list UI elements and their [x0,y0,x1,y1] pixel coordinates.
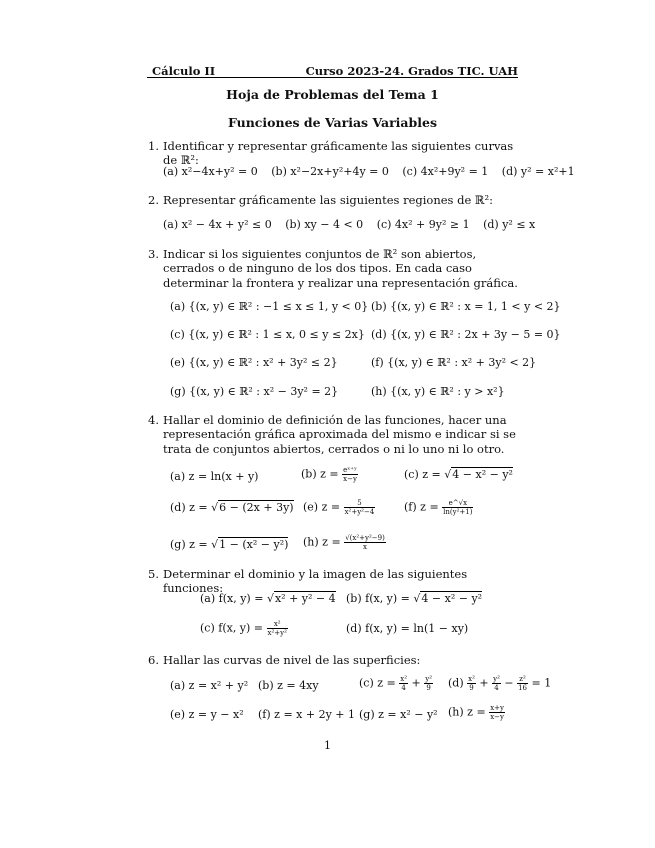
problem-number: 4. [148,413,159,427]
item-label: (b) [346,592,362,605]
sqrt-symbol: √ [413,592,421,605]
problem-item: (a) x²−4x+y² = 0 [163,165,258,178]
item-label: (c) [404,468,419,481]
sqrt-symbol: √ [211,501,219,514]
problem-number: 5. [148,567,159,581]
item-formula: z = [422,468,441,481]
item-formula: z = [467,705,486,719]
item-label: (d) [448,676,464,690]
problem-item: (c) {(x, y) ∈ ℝ² : 1 ≤ x, 0 ≤ y ≤ 2x} [170,328,365,341]
problem-item [200,592,336,605]
problem-item: (d) y² = x²+1 [501,165,575,178]
document-title: Hoja de Problemas del Tema 1 [226,87,439,102]
item-label: (e) [303,500,319,514]
item-formula: z = 4xy [277,679,319,692]
problem-item [200,620,288,637]
item-formula: = 1 [531,676,552,690]
radicand: 4 − x² − y² [452,468,513,481]
item-formula: z = ln(x + y) [188,470,259,483]
problem-item [448,675,551,692]
problem-statement: Representar gráficamente las siguientes regiones de ℝ²: [163,193,493,207]
problem-item: (c) 4x² + 9y² ≥ 1 [376,218,470,231]
problem-6 [148,653,523,667]
problem-item: (a) {(x, y) ∈ ℝ² : −1 ≤ x ≤ 1, y < 0} [170,300,369,313]
problem-item: (d) y² ≤ x [483,218,536,231]
fraction-denominator: x²+y² [267,629,287,637]
item-formula: z = [189,538,208,551]
fraction-numerator: eˣ⁺ʸ [343,466,357,474]
item-label: (c) [359,676,374,690]
item-formula: z = [377,676,396,690]
fraction-denominator: 9 [469,684,474,692]
fraction-numerator: x² [468,675,475,683]
fraction [267,620,288,637]
item-label: (e) [170,708,186,721]
fraction [342,466,358,483]
radicand: 6 − (2x + 3y) [219,501,294,514]
fraction-numerator: z² [517,675,528,684]
operator: + [479,676,489,690]
fraction-numerator: e^√x [442,499,473,508]
problem-item [404,468,513,481]
item-label: (a) [170,679,186,692]
item-formula: z = [321,500,341,514]
fraction [492,675,501,692]
item-formula: z = y − x² [188,708,244,721]
fraction-denominator: 4 [494,684,499,692]
item-label: (f) [404,500,417,514]
fraction-numerator: x+y [490,704,504,712]
fraction [489,704,505,721]
item-label: (h) [303,535,319,549]
item-formula: z = [322,535,341,549]
fraction-denominator: x²+y²−4 [344,508,375,516]
problem-item [303,499,375,516]
radicand: x² + y² − 4 [274,592,336,605]
fraction-denominator: x [363,543,367,551]
fraction-denominator: 9 [426,684,431,692]
fraction-denominator: ln(y²+1) [443,508,473,516]
fraction [467,675,476,692]
problem-item [346,592,482,605]
problem-item: (b) xy − 4 < 0 [285,218,364,231]
problem-item [258,679,319,692]
problem-item [359,675,433,692]
item-formula: z = [320,467,339,481]
problem-3 [148,247,523,290]
fraction [442,499,473,516]
problem-item [170,679,248,692]
problem-statement: Identificar y representar gráficamente las siguientes curvas de ℝ²: [163,139,514,168]
fraction [399,675,408,692]
problem-1 [148,139,523,168]
problem-statement: Hallar el dominio de definición de las funciones, hacer una representación gráfica aproximada del mismo e indicar si se trata de conjuntos abiertos, cerrados o ni lo uno ni lo otro. [163,413,516,456]
radicand: 1 − (x² − y²) [219,538,289,551]
fraction-denominator: x−y [343,475,357,483]
item-label: (g) [359,708,375,721]
operator: − [504,676,514,690]
fraction [424,675,433,692]
problem-2 [148,193,523,207]
item-label: (c) [200,621,215,635]
problem-1-items [163,165,585,178]
header-course-name: Cálculo II [152,64,216,78]
item-formula: f(x, y) = ln(1 − xy) [365,622,469,635]
problem-item: (b) x²−2x+y²+4y = 0 [271,165,389,178]
problem-statement: Determinar el dominio y la imagen de las siguientes funciones: [163,567,468,596]
fraction [517,675,528,692]
item-label: (f) [258,708,271,721]
problem-item: (d) {(x, y) ∈ ℝ² : 2x + 3y − 5 = 0} [371,328,561,341]
sqrt-symbol: √ [444,468,452,481]
header-rule [147,77,518,78]
problem-item [170,470,258,483]
header-course-info: Curso 2023-24. Grados TIC. UAH [305,64,518,78]
item-formula: z = [420,500,439,514]
problem-statement: Indicar si los siguientes conjuntos de ℝ² son abiertos, cerrados o de ninguno de los dos tipos. En cada caso determinar la frontera y realizar una representación gráfica. [163,247,518,290]
fraction [344,534,386,551]
item-label: (a) [200,592,216,605]
problem-number: 1. [148,139,159,153]
item-formula: z = [189,501,208,514]
problem-number: 6. [148,653,159,667]
problem-item [359,708,438,721]
item-label: (d) [346,622,362,635]
fraction [344,499,376,516]
problem-item [448,704,505,721]
problem-item: (h) {(x, y) ∈ ℝ² : y > x²} [371,385,505,398]
item-label: (b) [301,467,317,481]
operator: + [411,676,421,690]
item-label: (d) [170,501,186,514]
problem-item [170,708,244,721]
fraction-numerator: √(x²+y²−9) [345,534,385,542]
fraction-numerator: 5 [344,499,376,508]
fraction-denominator: 4 [401,684,406,692]
item-label: (b) [258,679,274,692]
fraction-numerator: x² [267,620,288,629]
problem-item: (a) x² − 4x + y² ≤ 0 [163,218,272,231]
item-formula: z = x² + y² [188,679,249,692]
fraction-numerator: y² [425,675,433,683]
item-label: (h) [448,705,464,719]
problem-number: 2. [148,193,159,207]
item-formula: f(x, y) = [218,621,264,635]
document-subtitle: Funciones de Varias Variables [227,115,438,130]
problem-item: (e) {(x, y) ∈ ℝ² : x² + 3y² ≤ 2} [170,356,338,369]
problem-item [170,538,288,551]
problem-item: (b) {(x, y) ∈ ℝ² : x = 1, 1 < y < 2} [371,300,561,313]
problem-item [170,501,294,514]
fraction-denominator: x−y [490,713,504,721]
item-label: (g) [170,538,186,551]
problem-item: (g) {(x, y) ∈ ℝ² : x² − 3y² = 2} [170,385,339,398]
problem-number: 3. [148,247,159,261]
problem-item: (c) 4x²+9y² = 1 [402,165,489,178]
item-formula: z = x² − y² [378,708,438,721]
item-label: (a) [170,470,186,483]
problem-statement: Hallar las curvas de nivel de las superficies: [163,653,421,667]
problem-item [346,622,468,635]
fraction-numerator: y² [493,675,500,683]
sqrt-symbol: √ [211,538,219,551]
sqrt-symbol: √ [266,592,274,605]
problem-item [258,708,355,721]
item-formula: f(x, y) = [365,592,410,605]
fraction-numerator: x² [400,675,408,683]
problem-2-items [163,218,545,231]
fraction-denominator: 16 [518,684,528,692]
problem-4 [148,413,523,456]
page-number: 1 [324,739,331,752]
item-formula: z = x + 2y + 1 [274,708,355,721]
radicand: 4 − x² − y² [421,592,483,605]
item-formula: f(x, y) = [218,592,264,605]
problem-item: (f) {(x, y) ∈ ℝ² : x² + 3y² < 2} [371,356,537,369]
problem-item [303,534,386,551]
problem-item [404,499,473,516]
problem-item [301,466,358,483]
